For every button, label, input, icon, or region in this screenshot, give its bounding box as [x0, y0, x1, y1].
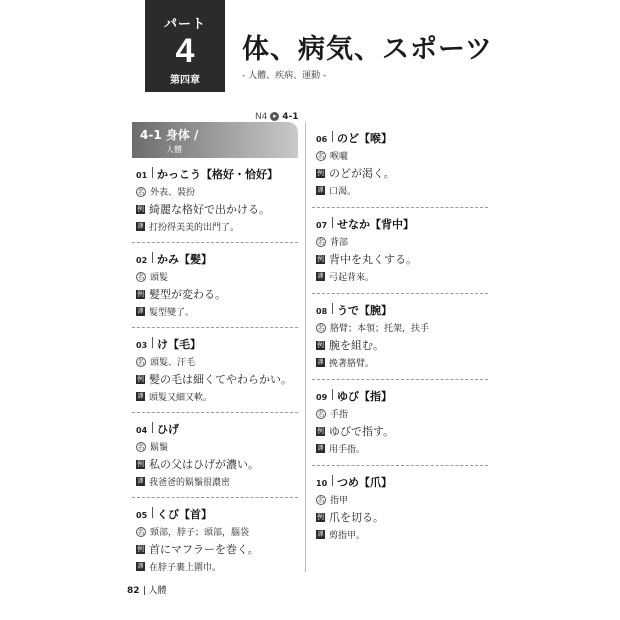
- entry-example: のどが渇く。: [329, 167, 395, 180]
- right-column: [312, 122, 488, 551]
- meaning-badge-icon: 名: [137, 357, 145, 366]
- entry-number: 05: [136, 511, 148, 520]
- example-line: [136, 541, 298, 557]
- example-line: [136, 371, 298, 387]
- meaning-line: [136, 525, 298, 538]
- example-badge-icon: 例: [137, 374, 144, 383]
- entry-meaning: 胳臂；本領；托架，扶手: [330, 324, 430, 334]
- entry-number: 03: [136, 341, 148, 350]
- translation-line: [316, 184, 488, 197]
- left-column: [132, 122, 298, 582]
- meaning-badge-icon: 名: [137, 442, 145, 451]
- section-code: 4-1: [282, 112, 299, 122]
- entry-meaning: 頭髮: [150, 273, 169, 283]
- translation-badge-icon: 譯: [317, 531, 324, 538]
- entry-translation: 挽著胳臂。: [329, 359, 375, 369]
- part-number: 4: [175, 32, 195, 70]
- entry-translation: 打扮得美美的出門了。: [149, 223, 240, 233]
- section-header: [132, 122, 298, 158]
- entry-number: 02: [136, 256, 148, 265]
- vocab-entry: [312, 294, 488, 380]
- meaning-line: [316, 235, 488, 248]
- translation-badge-icon: 譯: [317, 445, 324, 452]
- entry-word: つめ【爪】: [337, 476, 392, 489]
- entry-meaning: 背部: [330, 238, 349, 248]
- part-label: パート: [163, 17, 206, 32]
- entry-translation: 在脖子裹上圍巾。: [149, 563, 222, 573]
- translation-line: [316, 270, 488, 283]
- translation-line: [316, 528, 488, 541]
- translation-line: [316, 356, 488, 369]
- entry-example: 首にマフラーを巻く。: [149, 543, 259, 556]
- entry-word: かっこう【格好・恰好】: [157, 168, 278, 181]
- entry-meaning: 手指: [330, 410, 349, 420]
- entry-translation: 我爸爸的鬍鬚很濃密: [149, 478, 231, 488]
- example-line: [316, 509, 488, 525]
- example-line: [316, 337, 488, 353]
- headword: [316, 474, 488, 490]
- entry-meaning: 外表、裝扮: [150, 188, 196, 198]
- translation-line: [136, 305, 298, 318]
- example-line: [136, 201, 298, 217]
- footer-label: 人體: [148, 586, 167, 596]
- entry-example: 腕を組む。: [329, 339, 384, 352]
- example-badge-icon: 例: [137, 544, 144, 553]
- vocab-entry: [132, 328, 298, 413]
- translation-badge-icon: 譯: [137, 393, 144, 400]
- headword-divider: [332, 131, 333, 142]
- entry-word: くび【首】: [157, 508, 212, 521]
- entry-example: 爪を切る。: [329, 511, 384, 524]
- entry-example: 背中を丸くする。: [329, 253, 417, 266]
- headword: [316, 216, 488, 232]
- example-line: [316, 251, 488, 267]
- entry-example: 髪型が変わる。: [149, 288, 226, 301]
- meaning-line: [136, 270, 298, 283]
- column-divider: [305, 122, 306, 572]
- headword-divider: [152, 167, 153, 178]
- entry-example: 私の父はひげが濃い。: [149, 458, 259, 471]
- meaning-badge-icon: 名: [317, 495, 325, 504]
- part-tab: [145, 0, 225, 92]
- vocab-entry: [132, 243, 298, 328]
- page-footer: [127, 583, 167, 596]
- headword-divider: [332, 475, 333, 486]
- entry-translation: 口渴。: [329, 187, 357, 197]
- entry-word: うで【腕】: [337, 304, 392, 317]
- headword-divider: [152, 422, 153, 433]
- entry-word: け【毛】: [157, 338, 201, 351]
- meaning-line: [316, 493, 488, 506]
- entry-meaning: 頭髮、汗毛: [150, 358, 196, 368]
- entry-number: 08: [316, 307, 328, 316]
- page-subtitle: - 人體、疾病、運動 -: [242, 71, 327, 81]
- translation-line: [136, 220, 298, 233]
- entry-example: 髪の毛は細くてやわらかい。: [149, 373, 292, 386]
- headword: [316, 130, 488, 146]
- headword: [136, 336, 298, 352]
- headword: [136, 166, 298, 182]
- meaning-line: [136, 185, 298, 198]
- entry-word: ゆび【指】: [337, 390, 392, 403]
- vocab-entry: [132, 158, 298, 243]
- vocab-entry: [312, 380, 488, 466]
- headword-divider: [152, 252, 153, 263]
- vocab-entry: [312, 122, 488, 208]
- meaning-badge-icon: 名: [317, 151, 325, 160]
- entry-word: のど【喉】: [337, 132, 392, 145]
- meaning-line: [136, 440, 298, 453]
- meaning-line: [316, 321, 488, 334]
- entry-number: 06: [316, 135, 328, 144]
- entry-translation: 頭髮又細又軟。: [149, 393, 213, 403]
- vocab-entry: [132, 498, 298, 582]
- translation-badge-icon: 譯: [317, 359, 324, 366]
- meaning-badge-icon: 名: [137, 187, 145, 196]
- example-badge-icon: 例: [137, 289, 144, 298]
- entry-number: 09: [316, 393, 328, 402]
- headword-divider: [332, 389, 333, 400]
- translation-line: [316, 442, 488, 455]
- translation-badge-icon: 譯: [137, 308, 144, 315]
- example-badge-icon: 例: [137, 459, 144, 468]
- headword-divider: [152, 507, 153, 518]
- entry-example: 綺麗な格好で出かける。: [149, 203, 270, 216]
- meaning-badge-icon: 名: [137, 272, 145, 281]
- example-badge-icon: 例: [317, 340, 324, 349]
- translation-line: [136, 560, 298, 573]
- meaning-line: [316, 407, 488, 420]
- headword: [136, 421, 298, 437]
- meaning-badge-icon: 名: [317, 409, 325, 418]
- example-badge-icon: 例: [317, 168, 324, 177]
- example-badge-icon: 例: [317, 512, 324, 521]
- example-line: [136, 456, 298, 472]
- translation-badge-icon: 譯: [137, 223, 144, 230]
- entry-word: せなか【背中】: [337, 218, 414, 231]
- meaning-line: [316, 149, 488, 162]
- translation-badge-icon: 譯: [137, 478, 144, 485]
- entry-meaning: 指甲: [330, 496, 349, 506]
- example-line: [316, 165, 488, 181]
- translation-line: [136, 475, 298, 488]
- vocab-entry: [312, 466, 488, 551]
- entry-translation: 用手指。: [329, 445, 366, 455]
- example-line: [316, 423, 488, 439]
- meaning-badge-icon: 名: [317, 237, 325, 246]
- entry-number: 04: [136, 426, 148, 435]
- jlpt-level: N4: [255, 112, 268, 122]
- example-badge-icon: 例: [317, 254, 324, 263]
- meaning-badge-icon: 名: [317, 323, 325, 332]
- headword-divider: [332, 217, 333, 228]
- headword: [316, 388, 488, 404]
- entry-meaning: 鬍鬚: [150, 443, 169, 453]
- footer-divider: [144, 586, 145, 595]
- page-title: 体、病気、スポーツ: [242, 34, 493, 65]
- translation-badge-icon: 譯: [317, 273, 324, 280]
- entry-word: かみ【髪】: [157, 253, 212, 266]
- chapter-label: 第四章: [170, 75, 200, 86]
- example-line: [136, 286, 298, 302]
- section-subtitle: 人體: [166, 145, 182, 154]
- translation-badge-icon: 譯: [317, 187, 324, 194]
- entry-translation: 剪指甲。: [329, 531, 366, 541]
- page-number: 82: [127, 586, 140, 596]
- entry-example: ゆびで指す。: [329, 425, 395, 438]
- section-title: 4-1 身体 /: [140, 128, 199, 142]
- entry-number: 01: [136, 171, 148, 180]
- example-badge-icon: 例: [317, 426, 324, 435]
- entry-meaning: 喉嚨: [330, 152, 349, 162]
- entry-translation: 髮型變了。: [149, 308, 195, 318]
- entry-translation: 弓起背來。: [329, 273, 375, 283]
- entry-number: 07: [316, 221, 328, 230]
- headword-divider: [152, 337, 153, 348]
- translation-line: [136, 390, 298, 403]
- headword: [136, 251, 298, 267]
- headword-divider: [332, 303, 333, 314]
- meaning-badge-icon: 名: [137, 527, 145, 536]
- headword: [136, 506, 298, 522]
- arrow-circle-icon: ▸: [270, 112, 279, 121]
- vocab-entry: [132, 413, 298, 498]
- vocab-entry: [312, 208, 488, 294]
- entry-number: 10: [316, 479, 328, 488]
- entry-meaning: 頸部，脖子；頭部，腦袋: [150, 528, 250, 538]
- level-indicator: [255, 112, 298, 122]
- headword: [316, 302, 488, 318]
- example-badge-icon: 例: [137, 204, 144, 213]
- meaning-line: [136, 355, 298, 368]
- entry-word: ひげ: [157, 423, 179, 436]
- translation-badge-icon: 譯: [137, 563, 144, 570]
